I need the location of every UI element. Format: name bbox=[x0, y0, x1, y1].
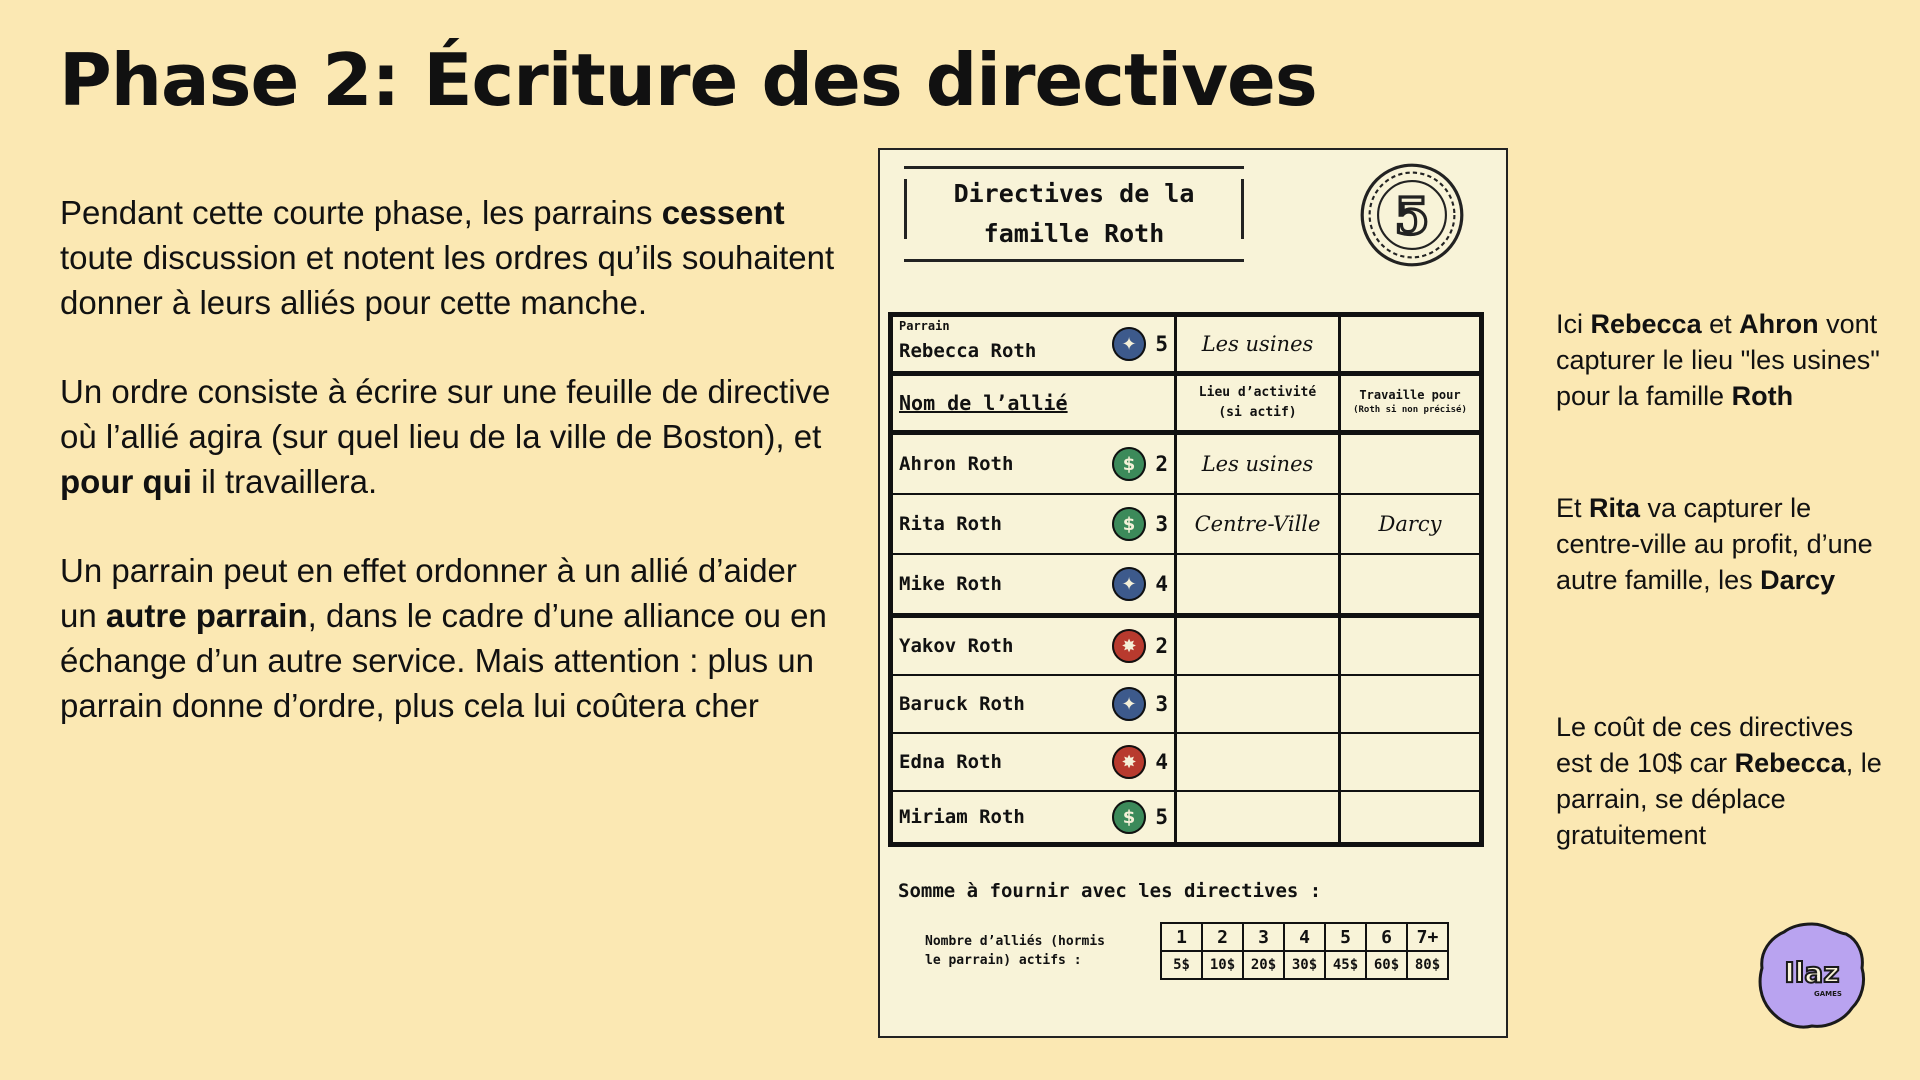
compass-token-icon: ✦ bbox=[1112, 567, 1146, 601]
parrain-place: Les usines bbox=[1177, 317, 1341, 371]
sheet-title: Directives de la famille Roth bbox=[904, 166, 1244, 262]
svg-text:Ilaz: Ilaz bbox=[1784, 956, 1840, 989]
ally-row: Mike Roth ✦ 4 bbox=[893, 555, 1479, 618]
ally-row: Ahron Roth $ 2 Les usines bbox=[893, 435, 1479, 495]
cost-table bbox=[1160, 922, 1449, 980]
ally-row: Baruck Roth ✦ 3 bbox=[893, 676, 1479, 734]
dollar-token-icon: $ bbox=[1112, 507, 1146, 541]
header-name: Nom de l’allié bbox=[893, 376, 1177, 430]
svg-text:5: 5 bbox=[1394, 186, 1430, 247]
header-works-for-sub: (Roth si non précisé) bbox=[1353, 405, 1467, 415]
parrain-name: Rebecca Roth bbox=[899, 340, 1037, 362]
annotation-3: Le coût de ces directives est de 10$ car Rebecca, le parrain, se déplace gratuitement bbox=[1556, 712, 1882, 850]
cost-label: Nombre d’alliés (hormis le parrain) actifs : bbox=[925, 934, 1106, 968]
revolver-token-icon: ✸ bbox=[1112, 745, 1146, 779]
cost-counts-row: 1 2 3 4 5 6 7+ bbox=[1161, 923, 1448, 951]
directive-table bbox=[888, 312, 1484, 847]
header-works-for: Travaille pour bbox=[1359, 388, 1461, 402]
left-text bbox=[60, 190, 840, 772]
five-emblem-icon bbox=[1359, 162, 1465, 268]
ally-row: Edna Roth ✸ 4 bbox=[893, 734, 1479, 792]
paragraph-3: Un parrain peut en effet ordonner à un allié d’aider un autre parrain, dans le cadre d’une alliance ou en échange d’un autre service. Mais attention : plus un parrain donne d’ordre, plus cela lui coûtera cher bbox=[60, 552, 827, 724]
ally-row: Yakov Roth ✸ 2 bbox=[893, 618, 1479, 676]
ally-row: Miriam Roth $ 5 bbox=[893, 792, 1479, 842]
paragraph-1: Pendant cette courte phase, les parrains cessent toute discussion et notent les ordres qu’ils souhaitent donner à leurs alliés pour cette manche. bbox=[60, 194, 835, 321]
directive-sheet bbox=[878, 148, 1508, 1038]
dollar-token-icon: $ bbox=[1112, 800, 1146, 834]
annotation-2: Et Rita va capturer le centre-ville au profit, d’une autre famille, les Darcy bbox=[1556, 493, 1873, 595]
ilaz-games-logo bbox=[1756, 920, 1868, 1032]
paragraph-2: Un ordre consiste à écrire sur une feuille de directive où l’allié agira (sur quel lieu de la ville de Boston), et pour qui il travaillera. bbox=[60, 373, 831, 500]
header-place: Lieu d’activité (si actif) bbox=[1177, 376, 1341, 430]
sum-label: Somme à fournir avec les directives : bbox=[898, 880, 1322, 902]
annotation-1: Ici Rebecca et Ahron vont capturer le lieu "les usines" pour la famille Roth bbox=[1556, 309, 1880, 411]
dollar-token-icon: $ bbox=[1112, 447, 1146, 481]
compass-token-icon: ✦ bbox=[1112, 327, 1146, 361]
revolver-token-icon: ✸ bbox=[1112, 629, 1146, 663]
cost-values-row: 5$ 10$ 20$ 30$ 45$ 60$ 80$ bbox=[1161, 951, 1448, 979]
parrain-label: Parrain bbox=[899, 319, 950, 333]
page-title: Phase 2: Écriture des directives bbox=[59, 38, 1317, 122]
parrain-row: Parrain Rebecca Roth ✦ 5 Les usines bbox=[893, 317, 1479, 376]
header-row bbox=[893, 376, 1479, 435]
svg-text:GAMES: GAMES bbox=[1814, 990, 1842, 998]
compass-token-icon: ✦ bbox=[1112, 687, 1146, 721]
parrain-works-for bbox=[1341, 317, 1479, 371]
ally-row: Rita Roth $ 3 Centre-Ville Darcy bbox=[893, 495, 1479, 555]
